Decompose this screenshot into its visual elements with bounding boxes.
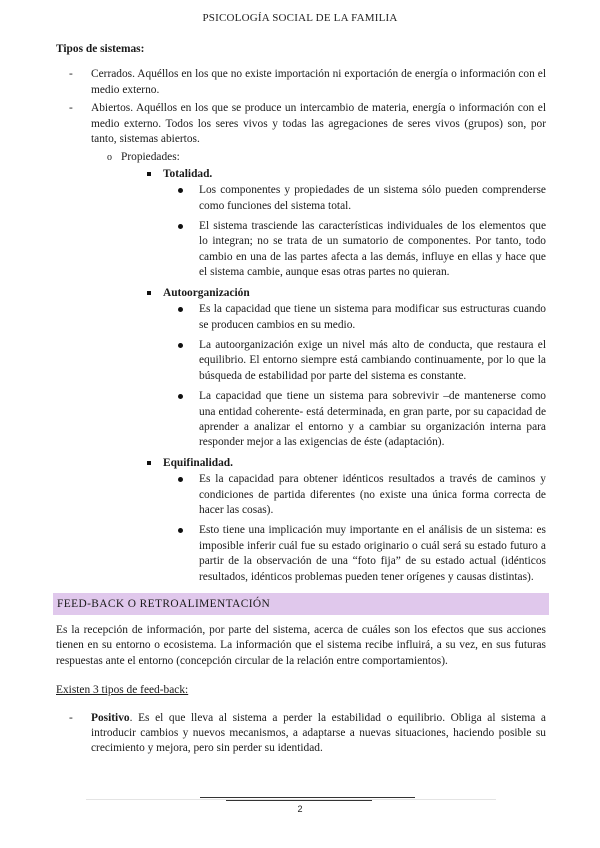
property-title-totalidad (56, 167, 546, 182)
square-bullet-icon (147, 172, 151, 176)
square-bullet-icon (147, 291, 151, 295)
bullet-item (56, 219, 546, 281)
list-item-text: Cerrados. Aquéllos en los que no existe importación ni exportación de energía o información con el medio externo. (91, 68, 546, 96)
bullet-text: Esto tiene una implicación muy importante en el análisis de un sistema: es imposible inferir cuál fue su estado originario o cuál será su estado futuro a partir de la observación de una “foto fija” de su estado actual (idénticos resultados, idénticos problemas pueden tener orígenes y causas distintas). (199, 524, 546, 583)
bullet-item (56, 302, 546, 333)
circle-marker: o (107, 152, 112, 164)
page-number: 2 (297, 804, 303, 814)
bullet-text: Los componentes y propiedades de un sistema sólo pueden comprenderse como funciones del sistema total. (199, 184, 546, 212)
bullet-text: Es la capacidad que tiene un sistema para modificar sus estructuras cuando se producen cambios en su medio. (199, 303, 546, 331)
bullet-text: La capacidad que tiene un sistema para sobrevivir –de mantenerse como una entidad coherente- está determinada, en gran parte, por su capacidad de aprender a analizar el entorno y a cambiar su organización interna para responder mejor a las exigencias de éste (adaptación). (199, 390, 546, 449)
property-title-autoorganizacion (56, 286, 546, 301)
round-bullet-icon (178, 394, 183, 399)
round-bullet-icon (178, 307, 183, 312)
footer-divider (200, 797, 415, 798)
section-title: Tipos de sistemas: (56, 43, 145, 55)
bullet-item (56, 472, 546, 518)
property-title-equifinalidad (56, 456, 546, 471)
bullet-item (56, 523, 546, 585)
page-content (56, 42, 546, 760)
round-bullet-icon (178, 343, 183, 348)
dash-marker: - (69, 711, 73, 724)
dash-marker: - (69, 68, 73, 81)
footer-divider-short (226, 800, 372, 801)
sub-list-item-propiedades (56, 150, 546, 165)
dash-marker: - (69, 102, 73, 115)
list-item-abiertos (56, 101, 546, 147)
square-bullet-icon (147, 461, 151, 465)
round-bullet-icon (178, 188, 183, 193)
list-item-positivo (56, 711, 546, 757)
bullet-text: La autoorganización exige un nivel más alto de conducta, que restaura el equilibrio. El entorno siempre está cambiando continuamente, por lo que la búsqueda de estabilidad por parte del sistema es constante. (199, 338, 546, 382)
feedback-paragraph: Es la recepción de información, por parte del sistema, acerca de cuáles son los efectos que sus acciones tienen en su entorno o ecosistema. La información que el sistema recibe influirá, a su vez, en sus futuras respuestas ante el entorno (concepción circular de la relación entre comportamientos). (56, 624, 546, 667)
round-bullet-icon (178, 224, 183, 229)
property-title: Equifinalidad. (163, 456, 233, 469)
property-title: Totalidad. (163, 167, 213, 180)
property-title: Autoorganización (163, 286, 250, 299)
list-item-cerrados (56, 67, 546, 98)
feedback-type-name: Positivo (91, 711, 130, 724)
running-header: PSICOLOGÍA SOCIAL DE LA FAMILIA (202, 12, 398, 24)
sub-list-label: Propiedades: (121, 151, 180, 164)
bullet-item (56, 183, 546, 214)
bullet-text: Es la capacidad para obtener idénticos resultados a través de caminos y condiciones de partida diferentes (no existe una única forma correcta de hacer las cosas). (199, 473, 546, 516)
section-heading-feedback: FEED-BACK O RETROALIMENTACIÓN (53, 593, 549, 615)
round-bullet-icon (178, 528, 183, 533)
round-bullet-icon (178, 477, 183, 482)
list-item-text: Abiertos. Aquéllos en los que se produce un intercambio de materia, energía o información con el medio externo. Todos los seres vivos y todas las agregaciones de seres vivos (grupos) son, por tanto, sistemas abiertos. (91, 102, 546, 146)
bullet-item (56, 389, 546, 451)
feedback-types-title: Existen 3 tipos de feed-back: (56, 684, 189, 697)
bullet-text: El sistema trasciende las características individuales de los elementos que lo integran; no se trata de un sumatorio de componentes. Por tanto, todo cambio en una de las partes afecta a las demás, influye en ellas y hace que el sistema cambie, aunque esas otras partes no quieran. (199, 220, 546, 279)
bullet-item (56, 338, 546, 384)
feedback-type-text: . Es el que lleva al sistema a perder la estabilidad o equilibrio. Obliga al sistema a introducir cambios y nuevos mecanismos, a adaptarse a nuevas situaciones, haciendo posible su crecimiento y mejora, pero sin perder su identidad. (91, 711, 546, 755)
